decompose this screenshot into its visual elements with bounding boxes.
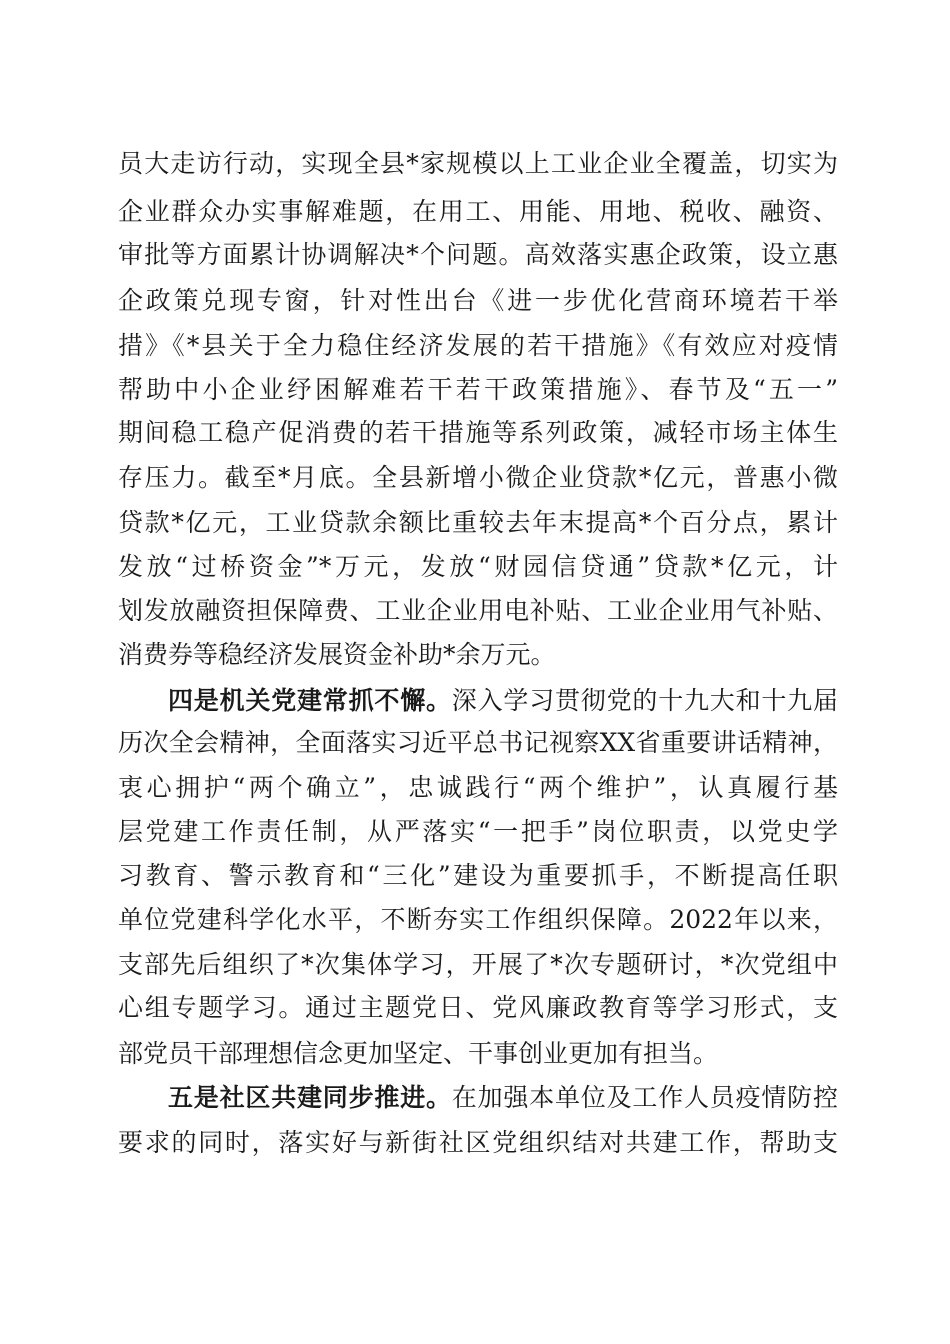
paragraph-1-line-1: 员大走访行动，实现全县*家规模以上工业企业全覆盖，切实为	[118, 149, 838, 178]
paragraph-2-line-9: 部党员干部理想信念更加坚定、干事创业更加有担当。	[118, 1039, 719, 1068]
paragraph-3-line-1	[168, 1078, 838, 1118]
paragraph-3-line-2: 要求的同时，落实好与新街社区党组织结对共建工作，帮助支	[118, 1128, 838, 1157]
paragraph-1-line-5: 措》《*县关于全力稳住经济发展的若干措施》《有效应对疫情	[118, 331, 838, 360]
paragraph-1-line-6: 帮助中小企业纾困解难若干若干政策措施》、春节及“五一”	[118, 375, 838, 404]
paragraph-2-line-6: 单位党建科学化水平，不断夯实工作组织保障。2022年以来，	[118, 905, 838, 934]
paragraph-1-line-12: 消费券等稳经济发展资金补助*余万元。	[118, 640, 556, 669]
paragraph-2-line-4: 层党建工作责任制，从严落实“一把手”岗位职责，以党史学	[118, 817, 838, 846]
paragraph-2-line-8: 心组专题学习。通过主题党日、党风廉政教育等学习形式，支	[118, 993, 838, 1022]
paragraph-2-line-7: 支部先后组织了*次集体学习，开展了*次专题研讨，*次党组中	[118, 950, 838, 979]
paragraph-1-line-4: 企政策兑现专窗，针对性出台《进一步优化营商环境若干举	[118, 286, 838, 315]
paragraph-1-line-10: 发放“过桥资金”*万元，发放“财园信贷通”贷款*亿元，计	[118, 552, 838, 581]
paragraph-1-line-2: 企业群众办实事解难题，在用工、用能、用地、税收、融资、	[118, 197, 838, 226]
paragraph-2-line-1	[168, 681, 838, 721]
paragraph-2-line-5: 习教育、警示教育和“三化”建设为重要抓手，不断提高任职	[118, 861, 838, 890]
paragraph-1-line-8: 存压力。截至*月底。全县新增小微企业贷款*亿元，普惠小微	[118, 463, 838, 492]
paragraph-2-heading: 四是机关党建常抓不懈。	[168, 686, 452, 715]
paragraph-1-line-9: 贷款*亿元，工业贷款余额比重较去年末提高*个百分点，累计	[118, 508, 838, 537]
paragraph-2-line-2: 历次全会精神，全面落实习近平总书记视察XX省重要讲话精神，	[118, 728, 838, 757]
paragraph-1-line-11: 划发放融资担保障费、工业企业用电补贴、工业企业用气补贴、	[118, 596, 838, 625]
paragraph-3-line-1-text: 在加强本单位及工作人员疫情防控	[451, 1083, 838, 1112]
paragraph-2-line-3: 衷心拥护“两个确立”，忠诚践行“两个维护”，认真履行基	[118, 773, 838, 802]
paragraph-3-heading: 五是社区共建同步推进。	[168, 1083, 452, 1112]
paragraph-2-line-1-text: 深入学习贯彻党的十九大和十九届	[451, 686, 838, 715]
paragraph-1-line-7: 期间稳工稳产促消费的若干措施等系列政策，减轻市场主体生	[118, 418, 838, 447]
paragraph-1-line-3: 审批等方面累计协调解决*个问题。高效落实惠企政策，设立惠	[118, 240, 838, 269]
